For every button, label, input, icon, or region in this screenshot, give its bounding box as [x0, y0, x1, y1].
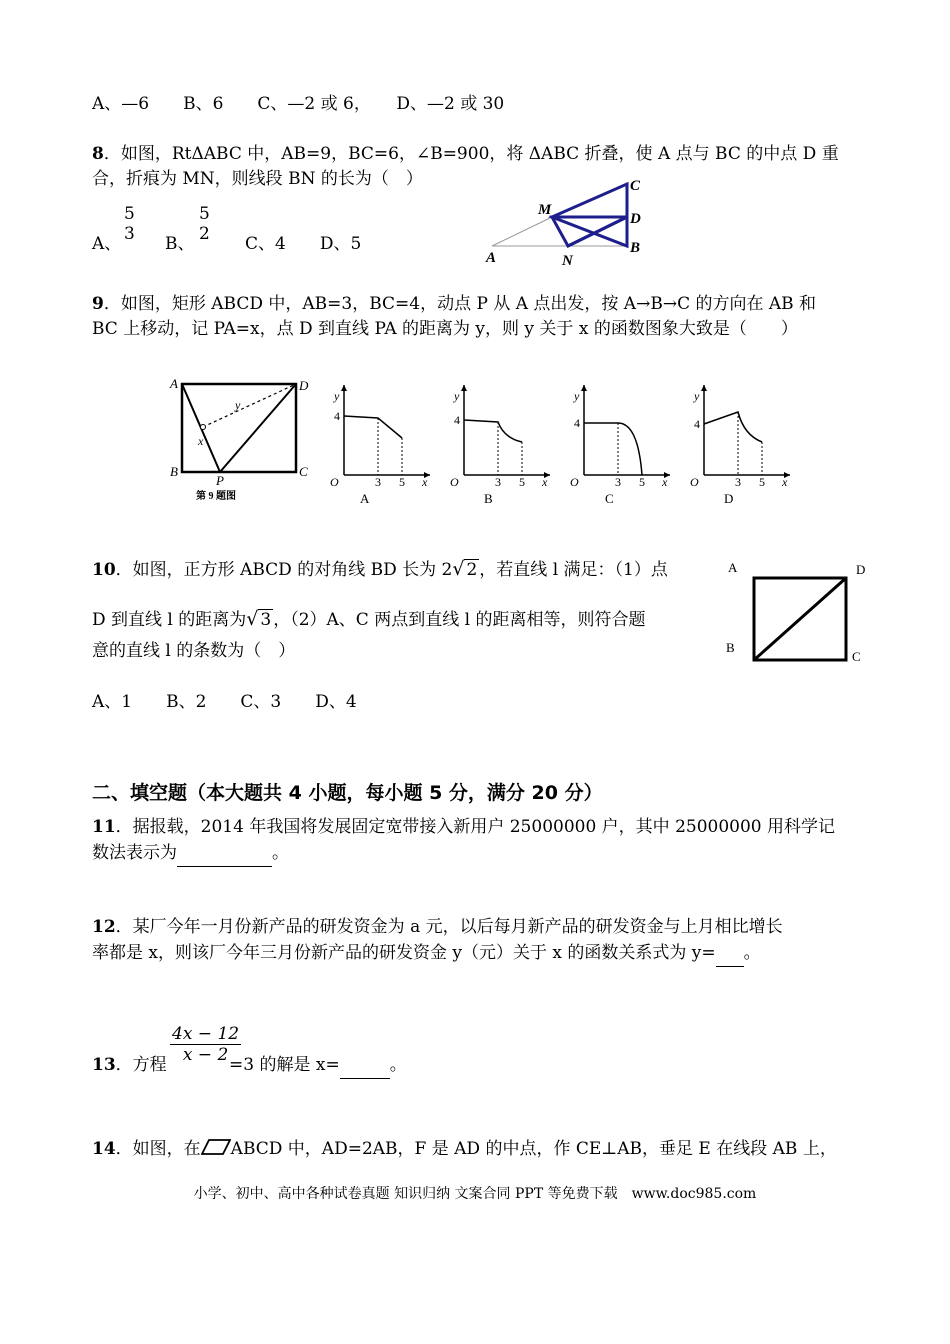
q13-numerator: 4x − 12	[172, 1024, 240, 1044]
q9-graph-b-caption: B	[484, 491, 493, 506]
q10-diagonal-bd	[754, 578, 846, 660]
q8-text-1: ．如图，RtΔABC 中，AB=9，BC=6，∠B=900，将 ΔABC 折叠，使 A 点与 BC 的中点 D 重	[103, 144, 839, 164]
q9-graph-a-tick-5: 5	[399, 475, 405, 489]
q10-line2	[92, 607, 645, 633]
q12-number: 12	[92, 917, 116, 937]
q9-label-a: A	[170, 376, 178, 391]
q9-graph-c-origin: O	[570, 475, 579, 489]
q8-number: 8	[92, 144, 104, 164]
q9-graph-a	[322, 380, 437, 508]
q10-sqrt2: √	[452, 558, 465, 580]
q11-number: 11	[92, 817, 116, 837]
q13-denominator: x − 2	[182, 1045, 229, 1065]
section-2-title: 二、填空题（本大题共 4 小题，每小题 5 分，满分 20 分）	[92, 782, 603, 804]
q9-graph-b-curve	[464, 420, 522, 442]
q9-graph-d-tick-4: 4	[694, 417, 700, 431]
q13-label	[92, 1053, 167, 1078]
q9-text-1: ．如图，矩形 ABCD 中，AB=3，BC=4，动点 P 从 A 点出发，按 A→B→C 的方向在 AB 和	[103, 294, 817, 314]
q10-square-figure	[722, 558, 872, 670]
q9-graph-b-x-label: x	[542, 475, 548, 489]
q9-foot-point	[201, 425, 206, 430]
q11-text-1: ．据报载，2014 年我国将发展固定宽带接入新用户 25000000 户，其中 25000000 用科学记	[115, 817, 836, 837]
q11-text-2: 数法表示为	[92, 843, 177, 863]
q9-graph-d-caption: D	[724, 491, 734, 506]
q12-text-1: ．某厂今年一月份新产品的研发资金为 a 元，以后每月新产品的研发资金与上月相比增长	[115, 917, 783, 937]
q9-graph-d-curve	[704, 412, 762, 442]
q11-answer-blank[interactable]	[177, 841, 272, 867]
q9-number: 9	[92, 294, 104, 314]
q8-option-a-fraction	[122, 204, 137, 244]
q10-label-b: B	[726, 640, 735, 655]
q10-text-1a: ．如图，正方形 ABCD 的对角线 BD 长为 2	[115, 560, 453, 580]
q13-tail-text: =3 的解是 x=	[229, 1055, 340, 1075]
q9-graph-b	[442, 380, 557, 508]
q10-text-2b: ，（2）A、C 两点到直线 l 的距离相等，则符合题	[273, 610, 646, 630]
q14-text-1a: ．如图，在	[115, 1139, 201, 1159]
q9-graph-a-caption: A	[360, 491, 370, 506]
q14-text-1b: ABCD 中，AD=2AB，F 是 AD 的中点，作 CE⊥AB，垂足 E 在线段 AB 上，	[230, 1139, 837, 1159]
q12-line2	[92, 941, 761, 967]
q9-graph-a-tick-3: 3	[375, 475, 381, 489]
q9-graph-b-tick-5: 5	[519, 475, 525, 489]
q9-graph-c	[562, 380, 677, 508]
q8-label-n: N	[562, 253, 573, 269]
q9-graph-a-curve	[344, 416, 402, 438]
q14-number: 14	[92, 1139, 116, 1159]
q10-number: 10	[92, 560, 116, 580]
q8-label-b: B	[630, 240, 641, 256]
q9-graph-b-y-label: y	[454, 389, 460, 403]
q8-options-cd: C、4 D、5	[245, 234, 362, 254]
q12-text-2: 率都是 x，则该厂今年三月份新产品的研发资金 y（元）关于 x 的函数关系式为 y=	[92, 943, 716, 963]
q11-line2	[92, 841, 289, 867]
q8-option-b-denominator: 2	[199, 224, 210, 244]
q8-label-a: A	[486, 250, 497, 266]
q9-line1	[92, 292, 816, 317]
q9-graph-d-x-label: x	[782, 475, 788, 489]
q9-graph-c-x-label: x	[662, 475, 668, 489]
q9-graph-b-tick-4: 4	[454, 413, 460, 427]
q9-label-x: x	[198, 434, 204, 448]
q10-sqrt3-radicand: 3	[260, 610, 272, 630]
q10-sqrt2-radicand: 2	[466, 560, 478, 580]
q9-label-y: y	[235, 398, 241, 412]
q9-line2: BC 上移动，记 PA=x，点 D 到直线 PA 的距离为 y，则 y 关于 x 的函数图象大致是（ ）	[92, 319, 798, 339]
q9-label-b: B	[170, 464, 178, 479]
q9-graph-c-tick-3: 3	[615, 475, 621, 489]
q9-label-d: D	[299, 378, 309, 393]
q9-graph-c-curve	[584, 423, 642, 475]
q9-label-p: P	[216, 473, 224, 488]
q9-graph-c-caption: C	[605, 491, 614, 506]
q9-caption: 第 9 题图	[196, 491, 236, 502]
q8-option-a-numerator: 5	[124, 204, 135, 224]
q8-label-m: M	[538, 202, 552, 218]
q14-line1	[92, 1137, 837, 1162]
q10-text-1b: ，若直线 l 满足：（1）点	[479, 560, 668, 580]
q8-option-b-label: B、	[165, 234, 195, 254]
q9-graph-a-x-label: x	[422, 475, 428, 489]
q9-line-pd	[220, 384, 296, 472]
q8-option-b-numerator: 5	[199, 204, 210, 224]
q8-line2: 合，折痕为 MN，则线段 BN 的长为（ ）	[92, 169, 423, 189]
q8-figure	[480, 172, 650, 272]
page-footer: 小学、初中、高中各种试卷真题 知识归纳 文案合同 PPT 等免费下载 www.doc985.com	[193, 1186, 757, 1202]
q8-line1	[92, 142, 839, 167]
parallelogram-icon	[201, 1139, 231, 1155]
q12-line1	[92, 915, 783, 940]
q9-graph-d-origin: O	[690, 475, 699, 489]
q10-label-a: A	[728, 560, 738, 575]
q13-tail	[229, 1053, 407, 1079]
q9-label-c: C	[299, 464, 308, 479]
q9-rectangle-figure	[168, 372, 318, 507]
q13-text: ．方程	[115, 1055, 167, 1075]
q8-option-a-denominator: 3	[124, 224, 135, 244]
q10-text-2a: D 到直线 l 的距离为	[92, 610, 247, 630]
q9-graph-a-origin: O	[330, 475, 339, 489]
q8-option-b-fraction	[197, 204, 212, 244]
q10-sqrt3: √	[246, 608, 259, 630]
q9-graph-a-y-arrow	[341, 385, 347, 391]
q10-line3: 意的直线 l 的条数为（ ）	[92, 641, 296, 661]
q8-label-c: C	[630, 178, 641, 194]
q9-graph-b-tick-3: 3	[495, 475, 501, 489]
q9-graph-b-y-arrow	[461, 385, 467, 391]
q8-option-a-label: A、	[92, 234, 122, 254]
q9-graph-b-origin: O	[450, 475, 459, 489]
q10-line1	[92, 557, 668, 583]
q13-number: 13	[92, 1055, 116, 1075]
q11-text-2-end: 。	[272, 843, 289, 863]
q9-graph-d-y-arrow	[701, 385, 707, 391]
q9-graph-c-y-arrow	[581, 385, 587, 391]
q12-answer-blank[interactable]	[716, 941, 744, 967]
q9-graph-c-tick-4: 4	[574, 416, 580, 430]
q10-label-d: D	[856, 562, 866, 577]
q9-graph-a-tick-4: 4	[334, 409, 340, 423]
q13-answer-blank[interactable]	[340, 1053, 390, 1079]
q9-graph-d-y-label: y	[694, 389, 700, 403]
q8-label-d: D	[630, 211, 641, 227]
q12-text-2-end: 。	[743, 943, 761, 963]
q9-graph-c-tick-5: 5	[639, 475, 645, 489]
q9-graph-d-tick-3: 3	[735, 475, 741, 489]
q9-line-dy	[203, 384, 296, 427]
q10-options: A、1 B、2 C、3 D、4	[92, 692, 357, 712]
q13-tail-end: 。	[389, 1055, 407, 1075]
q7-options: A、—6 B、6 C、—2 或 6， D、—2 或 30	[92, 94, 505, 114]
q8-line-am	[492, 217, 552, 246]
q10-label-c: C	[852, 649, 861, 664]
q9-graph-d-tick-5: 5	[759, 475, 765, 489]
q11-line1	[92, 815, 835, 840]
q9-graph-a-y-label: y	[334, 389, 340, 403]
q9-graph-d	[682, 380, 797, 508]
q9-graph-c-y-label: y	[574, 389, 580, 403]
